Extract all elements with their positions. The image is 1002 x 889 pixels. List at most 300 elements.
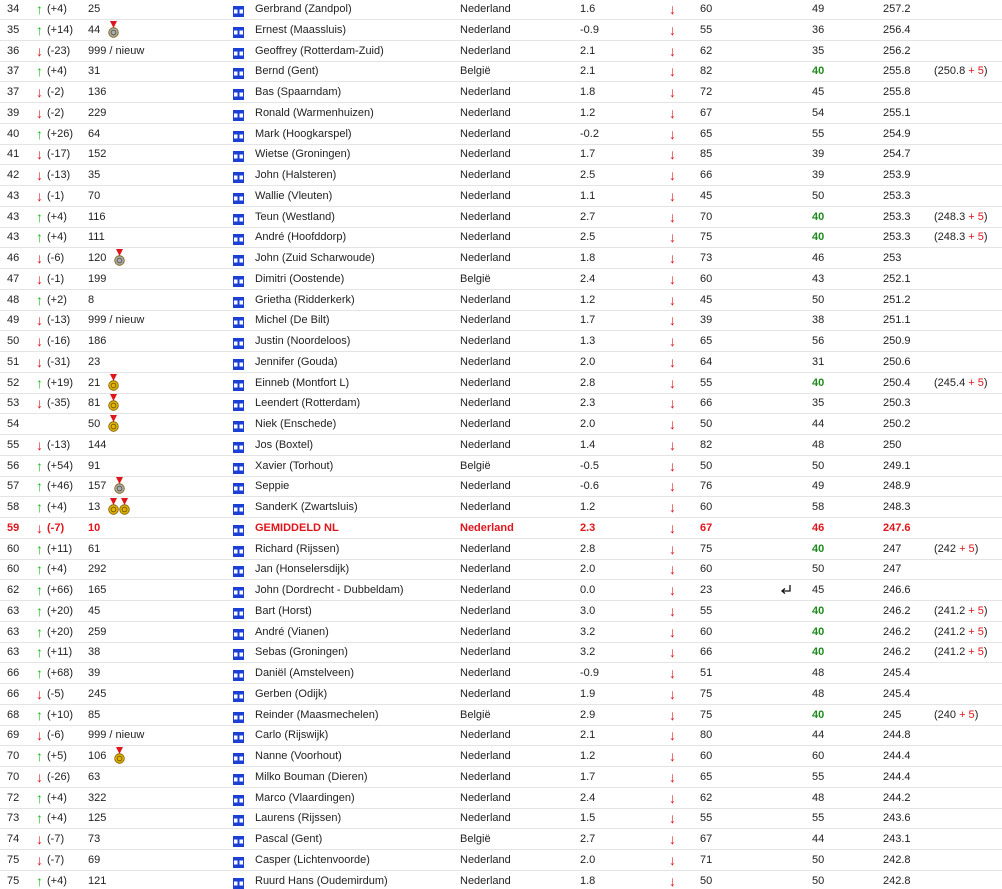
rank-change: (-31) — [47, 355, 71, 368]
table-row[interactable] — [0, 622, 1002, 643]
table-row[interactable] — [0, 61, 1002, 82]
player-name[interactable]: Xavier (Torhout) — [255, 459, 334, 472]
closing-paren: ) — [974, 708, 979, 721]
score: 246.2 — [883, 604, 911, 617]
value-1: 2.1 — [580, 44, 596, 57]
previous-rank: 73 — [88, 833, 101, 845]
score: 248.9 — [883, 480, 911, 493]
rank-cell: 40 — [7, 127, 20, 140]
value-3: 44 — [812, 833, 825, 845]
value-2: 65 — [700, 127, 713, 140]
table-row[interactable] — [0, 248, 1002, 269]
player-name[interactable]: GEMIDDELD NL — [255, 521, 339, 534]
value-3: 40 — [812, 231, 825, 244]
arrow-down-icon: ↓ — [36, 104, 43, 121]
profile-icon[interactable] — [233, 876, 244, 889]
value-3: 40 — [812, 542, 825, 555]
country: België — [460, 459, 491, 472]
value-2: 75 — [700, 542, 713, 555]
player-name[interactable]: Carlo (Rijswijk) — [255, 729, 329, 742]
previous-rank: 70 — [88, 189, 101, 202]
arrow-down-icon: ↓ — [36, 167, 43, 183]
bonus-points: + 5 — [959, 708, 975, 721]
rank-change: (+2) — [47, 293, 67, 306]
average-row[interactable] — [0, 518, 1002, 539]
rank-cell: 35 — [7, 23, 20, 36]
rank-change: (-7) — [47, 853, 65, 866]
value-1: 2.4 — [580, 272, 596, 285]
rank-change: (+68) — [47, 667, 73, 679]
player-name[interactable]: Geoffrey (Rotterdam-Zuid) — [255, 44, 384, 57]
trend-down-icon: ↓ — [669, 104, 676, 121]
previous-rank: 25 — [88, 3, 101, 15]
value-1: 2.9 — [580, 708, 596, 721]
value-1: 1.3 — [580, 335, 596, 347]
table-row[interactable] — [0, 352, 1002, 373]
medals — [108, 498, 130, 516]
previous-rank: 69 — [88, 853, 101, 866]
table-row[interactable] — [0, 310, 1002, 331]
table-row[interactable] — [0, 269, 1002, 290]
arrow-down-icon: ↓ — [36, 685, 43, 702]
rank-change: (-16) — [47, 335, 71, 347]
value-2: 55 — [700, 23, 713, 36]
rank-change: (+4) — [47, 812, 67, 825]
closing-paren: ) — [983, 231, 988, 244]
player-name[interactable]: Marco (Vlaardingen) — [255, 791, 355, 804]
rank-cell: 62 — [7, 584, 20, 596]
country: België — [460, 65, 491, 78]
trend-down-icon: ↓ — [669, 478, 676, 495]
country: Nederland — [460, 501, 511, 513]
value-2: 72 — [700, 86, 713, 98]
previous-rank: 10 — [88, 521, 101, 534]
value-2: 23 — [700, 584, 713, 596]
table-row[interactable] — [0, 767, 1002, 788]
country: Nederland — [460, 812, 511, 825]
player-name[interactable]: Sebas (Groningen) — [255, 646, 348, 659]
previous-rank: 229 — [88, 106, 107, 119]
arrow-up-icon: ↑ — [36, 706, 43, 723]
player-name[interactable]: Bart (Horst) — [255, 604, 312, 617]
value-3: 50 — [812, 459, 825, 472]
player-name[interactable]: Bernd (Gent) — [255, 65, 319, 78]
value-1: 1.1 — [580, 189, 596, 202]
closing-paren: ) — [974, 542, 979, 555]
score: 243.6 — [883, 812, 911, 825]
value-2: 50 — [700, 459, 713, 472]
value-2: 62 — [700, 791, 713, 804]
table-row[interactable] — [0, 829, 1002, 850]
country: Nederland — [460, 874, 511, 887]
value-1: -0.2 — [580, 127, 599, 140]
trend-down-icon: ↓ — [669, 519, 676, 536]
value-2: 65 — [700, 335, 713, 347]
player-name[interactable]: Pascal (Gent) — [255, 833, 323, 845]
closing-paren: ) — [983, 210, 988, 223]
value-1: -0.9 — [580, 667, 599, 679]
value-3: 44 — [812, 418, 825, 430]
trend-down-icon: ↓ — [669, 312, 676, 329]
trend-down-icon: ↓ — [669, 1, 676, 17]
rank-change: (+19) — [47, 376, 73, 389]
previous-rank: 45 — [88, 604, 101, 617]
silver-medal-icon — [108, 21, 119, 39]
table-row[interactable] — [0, 124, 1002, 145]
value-3: 44 — [812, 729, 825, 742]
player-name[interactable]: John (Halsteren) — [255, 169, 337, 181]
table-row[interactable] — [0, 580, 1002, 601]
rank-change: (-17) — [47, 148, 71, 161]
table-row[interactable] — [0, 642, 1002, 663]
score: 251.2 — [883, 293, 911, 306]
value-3: 40 — [812, 625, 825, 638]
value-1: 1.8 — [580, 252, 596, 264]
previous-rank: 999 / nieuw — [88, 314, 145, 327]
score: 255.1 — [883, 106, 911, 119]
value-2: 67 — [700, 106, 713, 119]
rank-cell: 43 — [7, 231, 20, 244]
rank-change: (+5) — [47, 750, 67, 762]
value-3: 43 — [812, 272, 825, 285]
arrow-down-icon: ↓ — [36, 250, 43, 266]
value-2: 60 — [700, 501, 713, 513]
table-row[interactable] — [0, 559, 1002, 580]
value-3: 36 — [812, 23, 825, 36]
table-row[interactable] — [0, 165, 1002, 186]
table-row[interactable] — [0, 476, 1002, 497]
table-row[interactable] — [0, 705, 1002, 726]
country: Nederland — [460, 210, 511, 223]
rank-cell: 46 — [7, 252, 20, 264]
rank-cell: 42 — [7, 169, 20, 181]
trend-down-icon: ↓ — [669, 167, 676, 183]
score: 254.9 — [883, 127, 911, 140]
value-1: 3.0 — [580, 604, 596, 617]
previous-rank: 292 — [88, 563, 107, 576]
value-3: 54 — [812, 106, 825, 119]
player-name[interactable]: Seppie — [255, 480, 290, 493]
rank-cell: 55 — [7, 438, 20, 451]
arrow-up-icon: ↑ — [36, 602, 43, 619]
base-score: (240 — [934, 708, 960, 721]
trend-down-icon: ↓ — [669, 644, 676, 661]
gold-medal-icon — [119, 498, 130, 516]
value-1: -0.5 — [580, 459, 599, 472]
value-2: 66 — [700, 646, 713, 659]
previous-rank: 111 — [88, 231, 105, 244]
player-name[interactable]: Ernest (Maassluis) — [255, 23, 347, 36]
table-row[interactable] — [0, 331, 1002, 352]
value-1: 0.0 — [580, 584, 596, 596]
player-name[interactable]: Dimitri (Oostende) — [255, 272, 345, 285]
player-name[interactable]: Daniël (Amstelveen) — [255, 667, 355, 679]
table-row[interactable] — [0, 82, 1002, 103]
previous-rank: 136 — [88, 86, 107, 98]
player-name[interactable]: Einneb (Montfort L) — [255, 376, 350, 389]
score: 255.8 — [883, 65, 911, 78]
value-1: 3.2 — [580, 625, 596, 638]
rank-cell: 34 — [7, 3, 20, 15]
value-3: 45 — [812, 86, 825, 98]
previous-rank: 259 — [88, 625, 107, 638]
previous-rank: 116 — [88, 210, 106, 223]
value-3: 58 — [812, 501, 825, 513]
gold-medal-icon — [108, 394, 119, 412]
score: 256.4 — [883, 23, 911, 36]
table-row[interactable] — [0, 20, 1002, 41]
table-row[interactable] — [0, 393, 1002, 414]
trend-down-icon: ↓ — [669, 353, 676, 370]
table-row[interactable] — [0, 373, 1002, 394]
player-name[interactable]: Nanne (Voorhout) — [255, 750, 342, 762]
trend-down-icon: ↓ — [669, 395, 676, 412]
trend-down-icon: ↓ — [669, 602, 676, 619]
closing-paren: ) — [983, 65, 988, 78]
value-3: 50 — [812, 563, 825, 576]
country: Nederland — [460, 667, 511, 679]
value-3: 39 — [812, 148, 825, 161]
silver-medal-icon — [114, 477, 125, 495]
base-score: (248.3 — [934, 231, 969, 244]
player-name[interactable]: André (Hoofddorp) — [255, 231, 347, 244]
trend-down-icon: ↓ — [669, 685, 676, 702]
medals — [114, 747, 125, 765]
country: Nederland — [460, 293, 511, 306]
previous-rank: 121 — [88, 874, 107, 887]
rank-cell: 60 — [7, 542, 20, 555]
previous-rank: 106 — [88, 750, 107, 762]
rank-cell: 66 — [7, 667, 20, 679]
score: 250.9 — [883, 335, 911, 347]
value-3: 38 — [812, 314, 825, 327]
rank-cell: 63 — [7, 646, 20, 659]
player-name[interactable]: Gerben (Odijk) — [255, 687, 328, 700]
player-name[interactable]: Grietha (Ridderkerk) — [255, 293, 355, 306]
arrow-down-icon: ↓ — [36, 312, 43, 329]
value-3: 40 — [812, 646, 825, 659]
table-row[interactable] — [0, 456, 1002, 477]
base-score: (242 — [934, 542, 960, 555]
rank-cell: 58 — [7, 501, 20, 513]
value-1: 1.2 — [580, 106, 596, 119]
base-score: (241.2 — [934, 604, 969, 617]
table-row[interactable] — [0, 746, 1002, 767]
arrow-up-icon: ↑ — [36, 291, 43, 308]
player-name[interactable]: André (Vianen) — [255, 625, 329, 638]
rank-change: (-13) — [47, 438, 71, 451]
table-row[interactable] — [0, 871, 1002, 889]
table-row[interactable] — [0, 725, 1002, 746]
bonus-points: + 5 — [968, 231, 984, 244]
rank-cell: 37 — [7, 65, 20, 78]
trend-down-icon: ↓ — [669, 333, 676, 349]
player-name[interactable]: Reinder (Maasmechelen) — [255, 708, 379, 721]
trend-down-icon: ↓ — [669, 789, 676, 806]
value-2: 65 — [700, 770, 713, 783]
trend-down-icon: ↓ — [669, 665, 676, 681]
player-name[interactable]: Milko Bouman (Dieren) — [255, 770, 368, 783]
country: Nederland — [460, 521, 514, 534]
table-row[interactable] — [0, 103, 1002, 124]
table-row[interactable] — [0, 684, 1002, 705]
trend-down-icon: ↓ — [669, 457, 676, 474]
rank-cell: 69 — [7, 729, 20, 742]
player-name[interactable]: Casper (Lichtenvoorde) — [255, 853, 370, 866]
rank-change: (-26) — [47, 770, 71, 783]
player-name[interactable]: Jan (Honselersdijk) — [255, 563, 350, 576]
table-row[interactable] — [0, 808, 1002, 829]
base-score: (248.3 — [934, 210, 969, 223]
arrow-up-icon: ↑ — [36, 872, 43, 889]
rank-cell: 60 — [7, 563, 20, 576]
table-row[interactable] — [0, 539, 1002, 560]
value-2: 82 — [700, 65, 713, 78]
rank-cell: 43 — [7, 210, 20, 223]
value-3: 49 — [812, 480, 825, 493]
value-1: -0.6 — [580, 480, 599, 493]
player-name[interactable]: Justin (Noordeloos) — [255, 335, 351, 347]
trend-down-icon: ↓ — [669, 146, 676, 163]
value-2: 67 — [700, 521, 713, 534]
player-name[interactable]: Gerbrand (Zandpol) — [255, 3, 352, 15]
previous-rank: 157 — [88, 480, 107, 493]
value-3: 45 — [812, 584, 825, 596]
player-name[interactable]: Jennifer (Gouda) — [255, 355, 338, 368]
player-name[interactable]: Jos (Boxtel) — [255, 438, 314, 451]
player-name[interactable]: Mark (Hoogkarspel) — [255, 127, 352, 140]
player-name[interactable]: Wietse (Groningen) — [255, 148, 351, 161]
player-name[interactable]: Wallie (Vleuten) — [255, 189, 333, 202]
table-row[interactable] — [0, 144, 1002, 165]
gold-medal-icon — [108, 498, 119, 516]
arrow-up-icon: ↑ — [36, 374, 43, 391]
closing-paren: ) — [983, 604, 988, 617]
previous-rank: 50 — [88, 418, 101, 430]
score: 247 — [883, 563, 902, 576]
country: Nederland — [460, 127, 511, 140]
player-name[interactable]: John (Zuid Scharwoude) — [255, 252, 375, 264]
rank-cell: 47 — [7, 272, 20, 285]
table-row[interactable] — [0, 850, 1002, 871]
table-row[interactable] — [0, 186, 1002, 207]
arrow-up-icon: ↑ — [36, 748, 43, 764]
value-1: 1.2 — [580, 750, 596, 762]
player-name[interactable]: Michel (De Bilt) — [255, 314, 330, 327]
value-2: 85 — [700, 148, 713, 161]
rank-cell: 70 — [7, 750, 20, 762]
previous-rank: 152 — [88, 148, 107, 161]
table-row[interactable] — [0, 41, 1002, 62]
country: Nederland — [460, 44, 511, 57]
value-2: 80 — [700, 729, 713, 742]
previous-rank: 81 — [88, 397, 101, 410]
country: Nederland — [460, 853, 511, 866]
value-2: 73 — [700, 252, 713, 264]
rank-cell: 39 — [7, 106, 20, 119]
score: 253.3 — [883, 231, 911, 244]
table-row[interactable] — [0, 207, 1002, 228]
table-row[interactable] — [0, 663, 1002, 684]
player-name[interactable]: Bas (Spaarndam) — [255, 86, 342, 98]
previous-rank: 322 — [88, 791, 107, 804]
table-row[interactable] — [0, 414, 1002, 435]
arrow-up-icon: ↑ — [36, 623, 43, 640]
rank-change: (+66) — [47, 584, 73, 596]
table-row[interactable] — [0, 435, 1002, 456]
player-name[interactable]: Teun (Westland) — [255, 210, 335, 223]
player-name[interactable]: Leendert (Rotterdam) — [255, 397, 361, 410]
table-row[interactable] — [0, 497, 1002, 518]
country: België — [460, 833, 491, 845]
table-row[interactable] — [0, 601, 1002, 622]
rank-change: (+54) — [47, 459, 73, 472]
country: Nederland — [460, 729, 511, 742]
arrow-up-icon: ↑ — [36, 229, 43, 246]
country: Nederland — [460, 3, 511, 15]
arrow-up-icon: ↑ — [36, 582, 43, 598]
rank-cell: 63 — [7, 625, 20, 638]
value-2: 55 — [700, 604, 713, 617]
country: Nederland — [460, 563, 511, 576]
rank-cell: 51 — [7, 355, 20, 368]
arrow-up-icon: ↑ — [36, 499, 43, 515]
player-name[interactable]: Ronald (Warmenhuizen) — [255, 106, 374, 119]
value-3: 50 — [812, 874, 825, 887]
base-score: (241.2 — [934, 646, 969, 659]
previous-rank: 999 / nieuw — [88, 44, 145, 57]
country: Nederland — [460, 438, 511, 451]
bonus-points: + 5 — [968, 625, 984, 638]
value-2: 76 — [700, 480, 713, 493]
medals — [114, 249, 125, 267]
rank-change: (+4) — [47, 210, 67, 223]
value-1: 1.8 — [580, 86, 596, 98]
player-name[interactable]: Ruurd Hans (Oudemirdum) — [255, 874, 388, 887]
country: Nederland — [460, 169, 511, 181]
bonus-points: + 5 — [968, 210, 984, 223]
arrow-up-icon: ↑ — [36, 457, 43, 474]
score: 252.1 — [883, 272, 911, 285]
rank-change: (-5) — [47, 687, 65, 700]
country: België — [460, 272, 491, 285]
table-row[interactable] — [0, 290, 1002, 311]
country: Nederland — [460, 148, 511, 161]
arrow-up-icon: ↑ — [36, 208, 43, 225]
arrow-up-icon: ↑ — [36, 810, 43, 827]
value-2: 39 — [700, 314, 713, 327]
player-name[interactable]: Laurens (Rijssen) — [255, 812, 342, 825]
score: 253.3 — [883, 210, 911, 223]
table-row[interactable] — [0, 788, 1002, 809]
player-name[interactable]: SanderK (Zwartsluis) — [255, 501, 358, 513]
table-row[interactable] — [0, 227, 1002, 248]
trend-down-icon: ↓ — [669, 851, 676, 868]
rank-cell: 54 — [7, 418, 20, 430]
table-row[interactable] — [0, 0, 1002, 20]
player-name[interactable]: John (Dordrecht - Dubbeldam) — [255, 584, 404, 596]
bonus-points: + 5 — [968, 604, 984, 617]
value-1: 1.7 — [580, 770, 596, 783]
player-name[interactable]: Richard (Rijssen) — [255, 542, 340, 555]
country: Nederland — [460, 397, 511, 410]
arrow-up-icon: ↑ — [36, 561, 43, 578]
value-2: 55 — [700, 376, 713, 389]
rank-cell: 52 — [7, 376, 20, 389]
player-name[interactable]: Niek (Enschede) — [255, 418, 337, 430]
rank-cell: 66 — [7, 687, 20, 700]
trend-down-icon: ↓ — [669, 436, 676, 453]
